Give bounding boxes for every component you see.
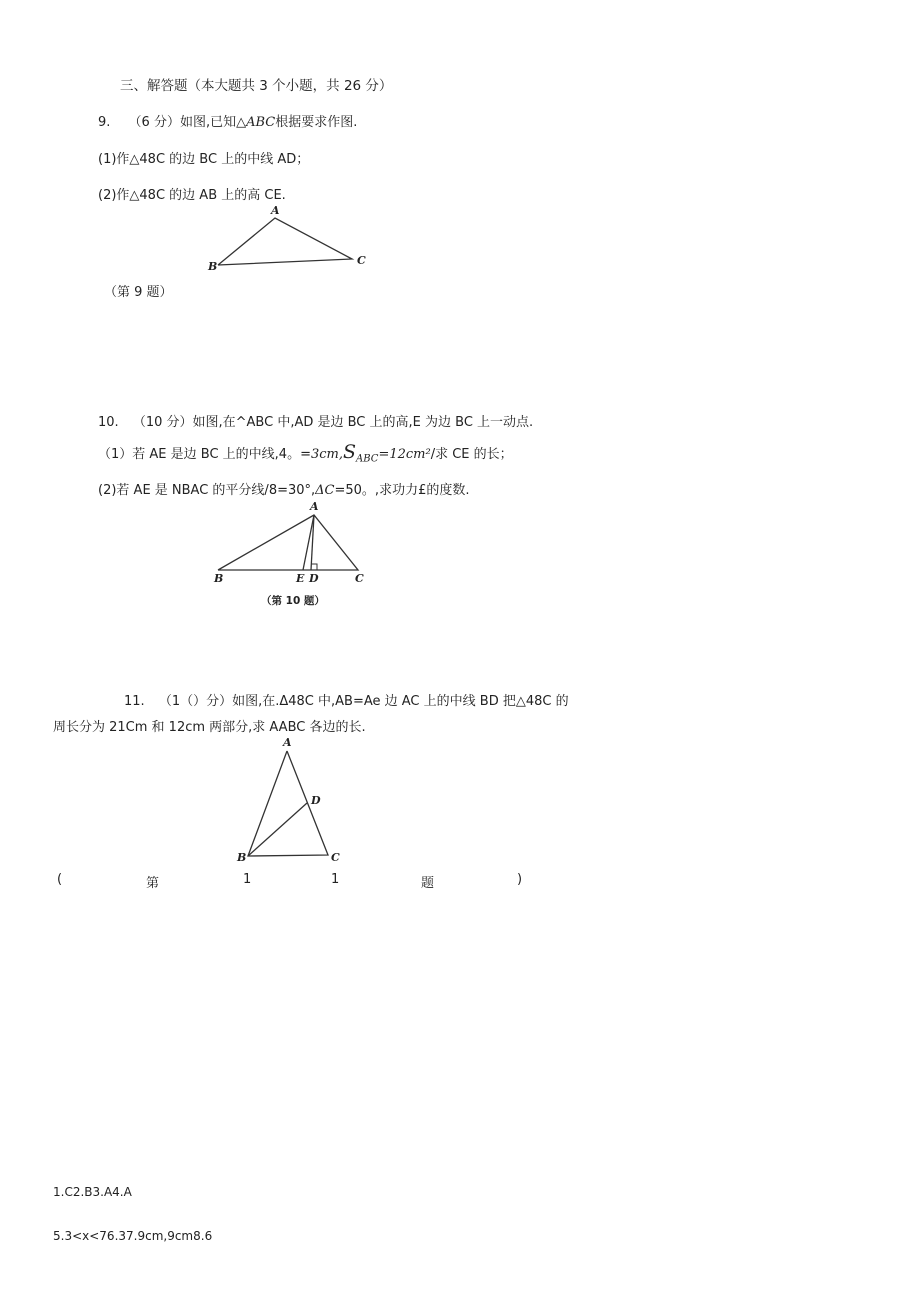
q11-caption-close: ) bbox=[517, 872, 523, 887]
q11-triangle-figure bbox=[230, 734, 350, 869]
q10-part1-math2: =12cm² bbox=[378, 447, 431, 462]
q9-triangle bbox=[218, 218, 352, 265]
q11-stem-line1 bbox=[124, 690, 569, 709]
q10-label-e: E bbox=[296, 572, 305, 585]
q11-caption-digit-2: 1 bbox=[331, 872, 340, 887]
section-title: 三、解答题（本大题共 3 个小题，共 26 分） bbox=[120, 78, 393, 94]
answers-line-1: 1.C2.B3.A4.A bbox=[53, 1185, 132, 1199]
q10-part1-text-b: /求 CE 的长； bbox=[430, 447, 513, 462]
q9-figure-caption: （第 9 题） bbox=[104, 285, 173, 300]
q10-part1 bbox=[98, 441, 513, 465]
q10-part2-math: ΔC bbox=[315, 483, 335, 498]
q10-part2-text-b: =50。,求功力£的度数. bbox=[334, 483, 470, 498]
q10-part2-text-a: (2)若 AE 是 NBAC 的平分线/8=30°, bbox=[98, 483, 316, 498]
q10-part2 bbox=[98, 479, 469, 498]
q9-stem-text-a: （6 分）如图,已知△ bbox=[128, 115, 247, 130]
q11-caption-digit-1: 1 bbox=[243, 872, 252, 887]
q11-caption-ti: 题 bbox=[421, 876, 435, 891]
q10-part1-s: S bbox=[343, 441, 357, 463]
q10-triangle-figure bbox=[205, 498, 380, 613]
q11-label-b: B bbox=[237, 851, 247, 864]
q10-label-d: D bbox=[309, 572, 319, 585]
answers-line-2: 5.3<x<76.37.9cm,9cm8.6 bbox=[53, 1229, 213, 1243]
q11-figure-caption bbox=[0, 872, 920, 892]
q10-part1-text-a: （1）若 AE 是边 BC 上的中线,4。= bbox=[98, 447, 311, 462]
q11-number: 11. bbox=[124, 694, 145, 709]
q10-part1-math1: 3cm, bbox=[310, 447, 343, 462]
q10-triangle bbox=[218, 515, 358, 570]
q11-stem-line2: 周长分为 21Cm 和 12cm 两部分,求 AABC 各边的长. bbox=[53, 720, 366, 735]
q10-label-c: C bbox=[355, 572, 364, 585]
q9-part1: (1)作△48C 的边 BC 上的中线 AD； bbox=[98, 152, 310, 167]
q11-caption-di: 第 bbox=[146, 876, 160, 891]
q9-number: 9. bbox=[98, 115, 111, 130]
q11-caption-open: ( bbox=[57, 872, 63, 887]
q10-number: 10. bbox=[98, 415, 119, 430]
q9-stem-math: ABC bbox=[246, 115, 276, 130]
q10-stem bbox=[98, 411, 533, 430]
q11-label-c: C bbox=[331, 851, 340, 864]
q11-label-a: A bbox=[283, 736, 292, 749]
q9-stem-text-b: 根据要求作图. bbox=[275, 115, 358, 130]
q11-label-d: D bbox=[311, 794, 321, 807]
q10-figure-caption: （第 10 题） bbox=[261, 595, 325, 607]
q9-label-b: B bbox=[208, 260, 218, 273]
q10-label-b: B bbox=[214, 572, 224, 585]
q10-part1-sub: ABC bbox=[356, 453, 379, 465]
q11-stem-text-a: （1（）分）如图,在.Δ48C 中,AB=Ae 边 AC 上的中线 BD 把△48C 的 bbox=[158, 694, 569, 709]
q10-label-a: A bbox=[310, 500, 319, 513]
q10-stem-text: （10 分）如图,在^ABC 中,AD 是边 BC 上的高,E 为边 BC 上一动点. bbox=[132, 415, 534, 430]
q9-label-c: C bbox=[357, 254, 366, 267]
q9-part2: (2)作△48C 的边 AB 上的高 CE. bbox=[98, 188, 286, 203]
q9-triangle-figure bbox=[200, 202, 390, 277]
q11-median-bd bbox=[248, 803, 307, 856]
q9-stem bbox=[98, 111, 357, 130]
q9-label-a: A bbox=[271, 204, 280, 217]
